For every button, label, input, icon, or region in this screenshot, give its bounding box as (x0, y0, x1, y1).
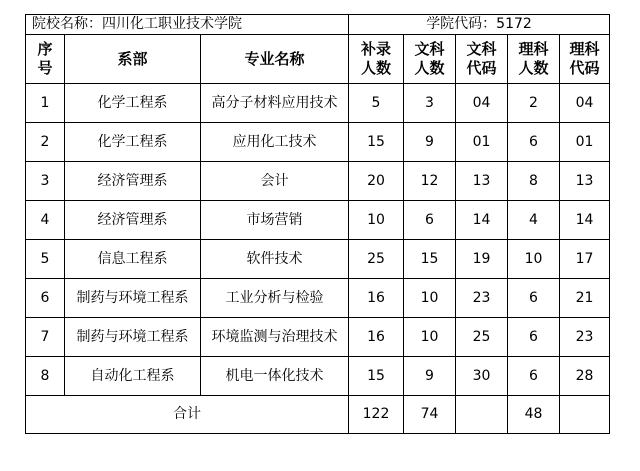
total-arts-code (456, 396, 508, 434)
cell-sci-code: 01 (560, 123, 610, 162)
cell-dept: 制药与环境工程系 (65, 318, 201, 357)
cell-arts-code: 04 (456, 84, 508, 123)
cell-major: 软件技术 (201, 240, 349, 279)
cell-arts-code: 14 (456, 201, 508, 240)
cell-arts-count: 15 (404, 240, 456, 279)
cell-dept: 经济管理系 (65, 162, 201, 201)
header-sci-code-line2: 代码 (569, 59, 600, 77)
cell-sci-count: 10 (508, 240, 560, 279)
cell-arts-count: 9 (404, 357, 456, 396)
cell-seq: 5 (26, 240, 65, 279)
cell-sci-code: 17 (560, 240, 610, 279)
cell-arts-count: 3 (404, 84, 456, 123)
header-row (26, 35, 610, 84)
cell-arts-count: 10 (404, 318, 456, 357)
header-seq (26, 35, 65, 84)
cell-arts-count: 12 (404, 162, 456, 201)
cell-sci-count: 6 (508, 357, 560, 396)
cell-sci-count: 8 (508, 162, 560, 201)
cell-arts-code: 25 (456, 318, 508, 357)
cell-seq: 3 (26, 162, 65, 201)
total-arts-count: 74 (404, 396, 456, 434)
table-row (26, 240, 610, 279)
header-sci-count-line1: 理科 (518, 40, 549, 58)
cell-dept: 信息工程系 (65, 240, 201, 279)
header-arts-count (404, 35, 456, 84)
header-arts-code-line2: 代码 (466, 59, 497, 77)
cell-arts-count: 6 (404, 201, 456, 240)
header-supp-line1: 补录 (361, 40, 392, 58)
header-sci-count-line2: 人数 (518, 59, 549, 77)
table-row (26, 279, 610, 318)
cell-arts-code: 19 (456, 240, 508, 279)
cell-dept: 经济管理系 (65, 201, 201, 240)
cell-major: 高分子材料应用技术 (201, 84, 349, 123)
cell-supp: 15 (349, 123, 404, 162)
header-arts-code-line1: 文科 (466, 40, 497, 58)
cell-seq: 6 (26, 279, 65, 318)
cell-seq: 1 (26, 84, 65, 123)
school-code: 学院代码：5172 (349, 15, 610, 35)
cell-supp: 10 (349, 201, 404, 240)
header-seq-line2: 号 (37, 59, 53, 77)
cell-dept: 自动化工程系 (65, 357, 201, 396)
cell-arts-code: 23 (456, 279, 508, 318)
cell-major: 机电一体化技术 (201, 357, 349, 396)
cell-supp: 20 (349, 162, 404, 201)
cell-supp: 25 (349, 240, 404, 279)
cell-arts-code: 13 (456, 162, 508, 201)
cell-seq: 8 (26, 357, 65, 396)
cell-sci-count: 2 (508, 84, 560, 123)
cell-seq: 4 (26, 201, 65, 240)
cell-supp: 16 (349, 318, 404, 357)
table-row (26, 123, 610, 162)
header-arts-count-line2: 人数 (414, 59, 445, 77)
cell-sci-code: 13 (560, 162, 610, 201)
total-sci-code (560, 396, 610, 434)
cell-major: 会计 (201, 162, 349, 201)
table-row (26, 162, 610, 201)
total-row (26, 396, 610, 434)
cell-major: 市场营销 (201, 201, 349, 240)
header-sci-code-line1: 理科 (569, 40, 600, 58)
total-supp: 122 (349, 396, 404, 434)
table-row (26, 357, 610, 396)
header-sci-code (560, 35, 610, 84)
cell-supp: 15 (349, 357, 404, 396)
cell-sci-code: 28 (560, 357, 610, 396)
cell-sci-code: 14 (560, 201, 610, 240)
cell-arts-count: 10 (404, 279, 456, 318)
cell-major: 环境监测与治理技术 (201, 318, 349, 357)
school-info-row (26, 15, 610, 35)
header-major: 专业名称 (201, 35, 349, 84)
cell-sci-count: 6 (508, 279, 560, 318)
table-row (26, 84, 610, 123)
cell-sci-code: 23 (560, 318, 610, 357)
header-supp (349, 35, 404, 84)
header-arts-count-line1: 文科 (414, 40, 445, 58)
cell-dept: 制药与环境工程系 (65, 279, 201, 318)
cell-seq: 7 (26, 318, 65, 357)
cell-arts-code: 30 (456, 357, 508, 396)
total-sci-count: 48 (508, 396, 560, 434)
cell-sci-count: 6 (508, 123, 560, 162)
header-seq-line1: 序 (37, 40, 53, 58)
table-row (26, 201, 610, 240)
cell-sci-code: 04 (560, 84, 610, 123)
cell-sci-count: 4 (508, 201, 560, 240)
header-supp-line2: 人数 (361, 59, 392, 77)
cell-sci-count: 6 (508, 318, 560, 357)
cell-sci-code: 21 (560, 279, 610, 318)
cell-arts-count: 9 (404, 123, 456, 162)
school-name: 院校名称：四川化工职业技术学院 (26, 15, 349, 35)
cell-arts-code: 01 (456, 123, 508, 162)
header-dept: 系部 (65, 35, 201, 84)
cell-dept: 化学工程系 (65, 123, 201, 162)
cell-dept: 化学工程系 (65, 84, 201, 123)
total-label: 合计 (26, 396, 349, 434)
admission-table (25, 14, 610, 434)
cell-supp: 5 (349, 84, 404, 123)
header-sci-count (508, 35, 560, 84)
cell-supp: 16 (349, 279, 404, 318)
header-arts-code (456, 35, 508, 84)
cell-major: 应用化工技术 (201, 123, 349, 162)
table-row (26, 318, 610, 357)
cell-seq: 2 (26, 123, 65, 162)
cell-major: 工业分析与检验 (201, 279, 349, 318)
